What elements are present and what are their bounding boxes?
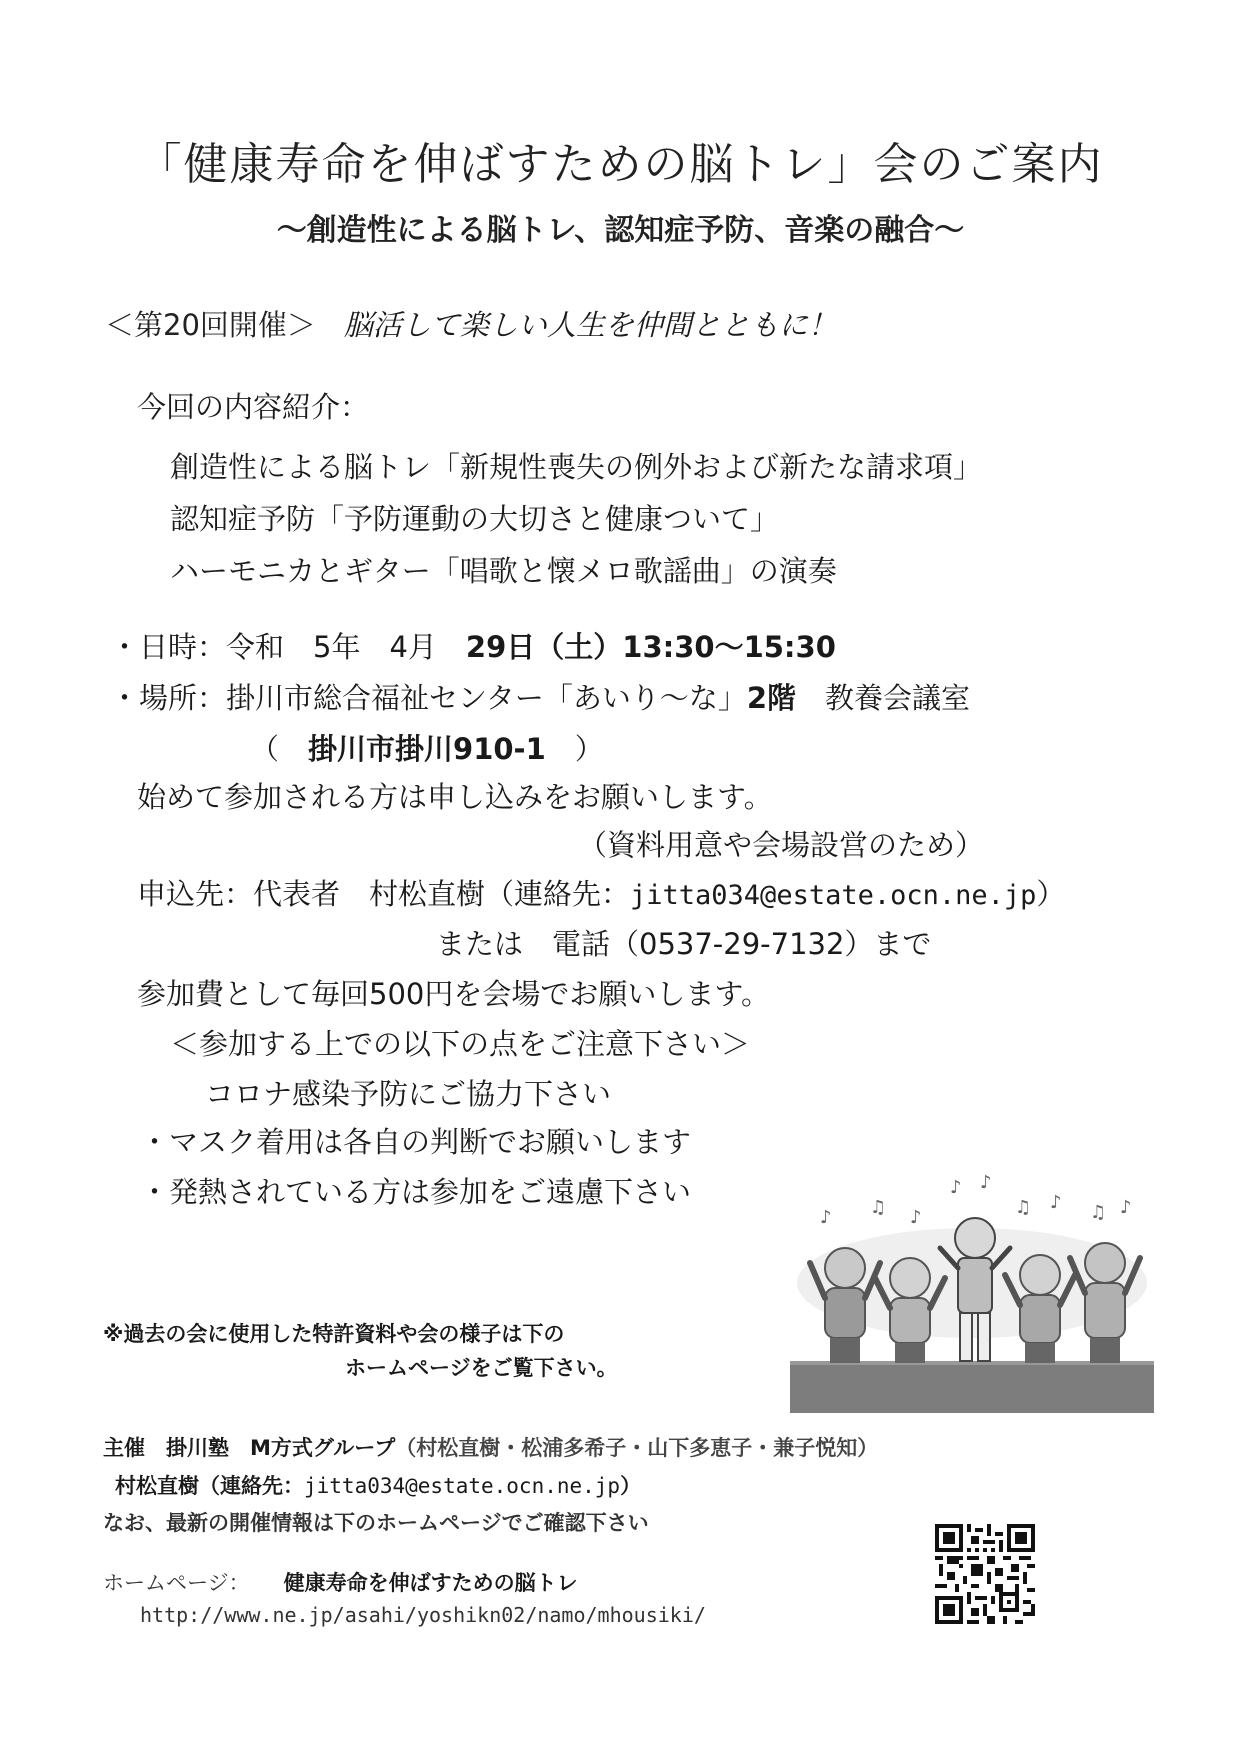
organizer-members: （村松直樹・松浦多希子・山下多恵子・兼子悦知） [395, 1436, 879, 1460]
caution-mask: ・マスク着用は各自の判断でお願いします [140, 1125, 692, 1159]
svg-text:♪: ♪ [1120, 1197, 1132, 1218]
fee-line: 参加費として毎回500円を会場でお願いします。 [137, 977, 771, 1011]
contact-close: ） [1036, 877, 1066, 911]
footer-contact-name: 村松直樹（連絡先： [115, 1474, 304, 1498]
caution-fever: ・発熱されている方は参加をご遠慮下さい [140, 1175, 692, 1209]
svg-text:♫: ♫ [1015, 1197, 1032, 1218]
place-floor: 2階 [746, 681, 797, 715]
past-note-line1: ※過去の会に使用した特許資料や会の様子は下の [103, 1322, 565, 1346]
session-tag: ＜第20回開催＞ [105, 308, 316, 342]
signup-reason: （資料用意や会場設営のため） [578, 828, 985, 862]
place-room: 教養会議室 [796, 681, 971, 715]
address-line [250, 727, 604, 768]
caution-covid: コロナ感染予防にご協力下さい [205, 1077, 612, 1111]
page-subtitle: ～創造性による脳トレ、認知症予防、音楽の融合～ [276, 213, 965, 248]
contact-email[interactable]: jitta034@estate.ocn.ne.jp [630, 880, 1037, 911]
svg-text:♪: ♪ [910, 1207, 922, 1228]
contents-item: 創造性による脳トレ「新規性喪失の例外および新たな請求項」 [170, 450, 983, 484]
contents-item: 認知症予防「予防運動の大切さと健康ついて」 [170, 502, 780, 536]
datetime-line [110, 625, 836, 666]
signup-note: 始めて参加される方は申し込みをお願いします。 [137, 780, 773, 814]
footer-contact-close: ） [620, 1474, 642, 1498]
contact-label: 申込先：代表者 村松直樹（連絡先： [137, 877, 631, 911]
address-close: ） [545, 732, 604, 766]
svg-text:♫: ♫ [870, 1197, 887, 1218]
latest-info: なお、最新の開催情報は下のホームページでご確認下さい [103, 1511, 649, 1535]
session-line [105, 303, 837, 344]
qr-code-icon [935, 1524, 1035, 1624]
svg-text:♪: ♪ [820, 1207, 832, 1228]
contents-heading: 今回の内容紹介： [137, 390, 370, 424]
svg-text:♫: ♫ [1090, 1202, 1107, 1223]
homepage-url[interactable]: http://www.ne.jp/asahi/yoshikn02/namo/mhousiki/ [140, 1603, 706, 1627]
svg-text:♪: ♪ [1050, 1192, 1062, 1213]
session-slogan: 脳活して楽しい人生を仲間とともに！ [343, 308, 837, 342]
people-singing-illustration [790, 1163, 1154, 1413]
contact-line [137, 872, 1065, 913]
organizer-label: 主催 掛川塾 M方式グループ [103, 1436, 396, 1460]
footer-contact-email[interactable]: jitta034@estate.ocn.ne.jp [304, 1474, 621, 1498]
svg-text:♪: ♪ [950, 1177, 962, 1198]
contents-item: ハーモニカとギター「唱歌と懐メロ歌謡曲」の演奏 [170, 554, 837, 588]
address-open: （ [250, 732, 309, 766]
footer-contact-line [115, 1470, 641, 1500]
datetime-label: ・日時：令和 5年 4月 [110, 630, 466, 664]
caution-heading: ＜参加する上での以下の点をご注意下さい＞ [170, 1027, 751, 1061]
datetime-value: 29日（土）13:30～15:30 [465, 630, 836, 664]
homepage-label: ホームページ： [103, 1571, 250, 1595]
phone-line: または 電話（0537-29-7132）まで [436, 927, 932, 961]
organizer-line [103, 1432, 878, 1462]
address-value: 掛川市掛川910-1 [308, 732, 546, 766]
place-label: ・場所：掛川市総合福祉センター「あいり～な」 [110, 681, 747, 715]
homepage-line [103, 1567, 578, 1597]
svg-text:♪: ♪ [980, 1172, 992, 1193]
place-line [110, 676, 970, 717]
past-note-line2: ホームページをご覧下さい。 [345, 1356, 618, 1380]
homepage-title: 健康寿命を伸ばすための脳トレ [283, 1571, 578, 1595]
page-title: 「健康寿命を伸ばすための脳トレ」会のご案内 [137, 139, 1104, 190]
